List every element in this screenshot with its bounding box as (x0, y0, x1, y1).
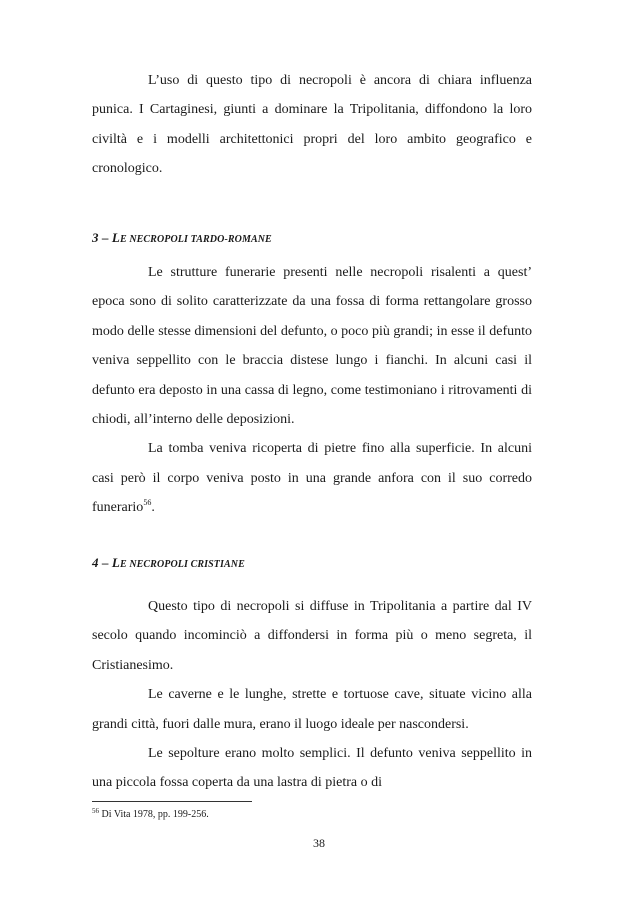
footnote-number: 56 (92, 807, 99, 815)
paragraph: Le strutture funerarie presenti nelle necropoli risalenti a quest’ epoca sono di solito caratterizzate da una fossa di forma rettangolare grosso modo delle stesse dimensioni del defunto, o poco più grandi; in esse il defunto veniva seppellito con le braccia distese lungo i fianchi. In alcuni casi il defunto era deposto in una cassa di legno, come testimoniano i ritrovamenti di chiodi, all’interno delle deposizioni. (92, 265, 532, 428)
intro-paragraphs (92, 66, 532, 184)
section-3-body (92, 258, 532, 523)
footnote-reference[interactable]: 56 (143, 498, 152, 508)
paragraph: Le caverne e le lunghe, strette e tortuose cave, situate vicino alla grandi città, fuori dalle mura, erano il luogo ideale per nascondersi. (92, 687, 532, 732)
section-heading-4: 4 – LE NECROPOLI CRISTIANE (92, 555, 245, 570)
paragraph: L’uso di questo tipo di necropoli è ancora di chiara influenza punica. I Cartaginesi, giunti a dominare la Tripolitania, diffondono la loro civiltà e i modelli architettonici propri del loro ambito geografico e cronologico. (92, 73, 532, 177)
footnote-divider (92, 801, 252, 802)
section-4-body (92, 592, 532, 798)
paragraph: Le sepolture erano molto semplici. Il defunto veniva seppellito in una piccola fossa coperta da una lastra di pietra o di (92, 746, 532, 791)
paragraph: Questo tipo di necropoli si diffuse in Tripolitania a partire dal IV secolo quando incominciò a diffondersi in forma più o meno segreta, il Cristianesimo. (92, 599, 532, 673)
section-heading-3: 3 – LE NECROPOLI TARDO-ROMANE (92, 230, 272, 245)
footnote-text: Di Vita 1978, pp. 199-256. (99, 809, 209, 820)
paragraph: La tomba veniva ricoperta di pietre fino alla superficie. In alcuni casi però il corpo veniva posto in una grande anfora con il suo corredo funerario$^{56}$. (92, 441, 532, 516)
page-number: 38 (313, 836, 325, 850)
footnote (92, 808, 209, 822)
